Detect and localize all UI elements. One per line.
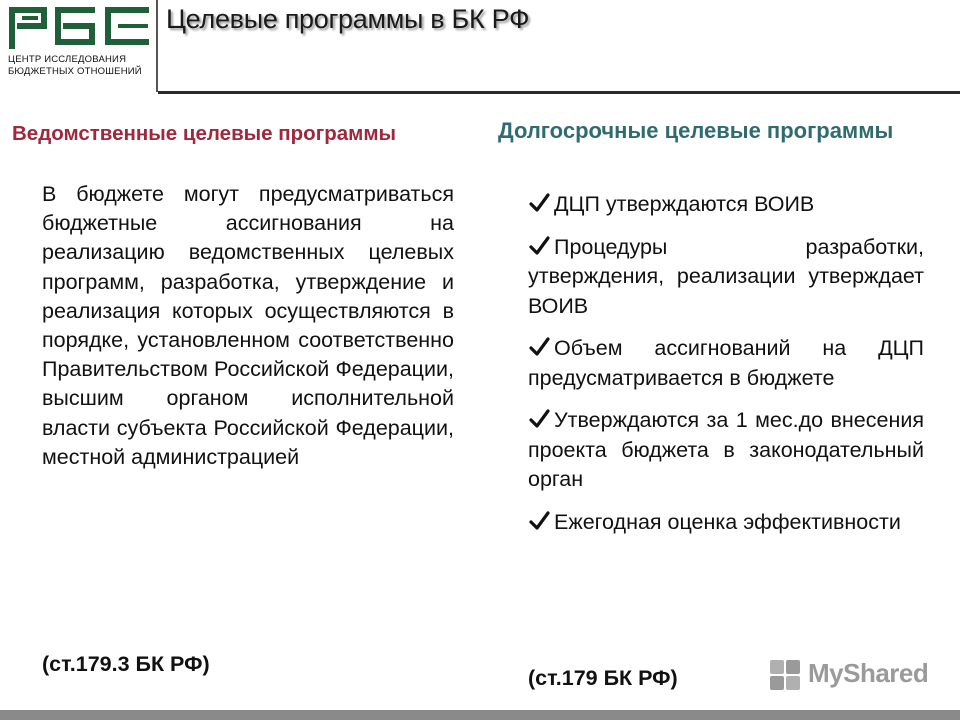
right-bullet-list — [528, 190, 924, 550]
list-item — [528, 190, 924, 220]
list-item — [528, 233, 924, 322]
checkmark-icon — [528, 336, 550, 358]
left-body-text: В бюджете могут предусматриваться бюджетные ассигнования на реализацию ведомственных целевых программ, разработка, утверждение и реализация которых осуществляются в порядке, установленном соответственно Правительством Российской Федерации, высшим органом исполнительной власти субъекта Российской Федерации, местной администрацией — [42, 182, 454, 469]
left-reference: (ст.179.3 БК РФ) — [42, 652, 210, 676]
logo — [0, 0, 156, 92]
watermark — [768, 656, 938, 692]
page-title: Целевые программы в БК РФ — [166, 4, 530, 34]
bottom-bar — [0, 710, 960, 720]
header-divider-horizontal — [158, 91, 960, 94]
right-reference: (ст.179 БК РФ) — [528, 666, 678, 690]
list-item — [528, 508, 924, 538]
list-item-text: Объем ассигнований на ДЦП предусматривается в бюджете — [528, 336, 924, 390]
logo-subtitle: БЮДЖЕТНЫХ ОТНОШЕНИЙ — [8, 66, 142, 77]
header-divider-vertical — [156, 0, 158, 92]
list-item-text: Утверждаются за 1 мес.до внесения проекта бюджета в законодательный орган — [528, 408, 924, 491]
logo-mark-icon — [0, 0, 156, 52]
watermark-text: MyShared — [808, 658, 929, 688]
list-item-text: ДЦП утверждаются ВОИВ — [554, 192, 815, 216]
checkmark-icon — [528, 235, 550, 257]
right-section-heading: Долгосрочные целевые программы — [498, 118, 894, 143]
list-item-text: Процедуры разработки, утверждения, реализации утверждает ВОИВ — [528, 234, 924, 318]
checkmark-icon — [528, 192, 550, 214]
list-item — [528, 406, 924, 495]
myshared-logo-icon — [768, 656, 804, 692]
checkmark-icon — [528, 408, 550, 430]
logo-subtitle: ЦЕНТР ИССЛЕДОВАНИЯ — [8, 54, 127, 65]
list-item-text: Ежегодная оценка эффективности — [554, 509, 901, 534]
list-item — [528, 334, 924, 393]
checkmark-icon — [528, 510, 550, 532]
left-section-heading: Ведомственные целевые программы — [12, 122, 396, 145]
